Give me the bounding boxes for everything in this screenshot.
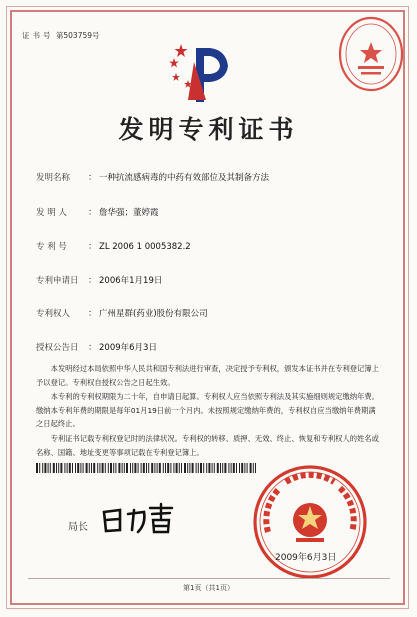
issue-date: 2009年6月3日 xyxy=(275,553,337,563)
paragraph-legal-status: 专利证书记载专利权登记时的法律状况。专利权的转移、质押、无效、终止、恢复和专利权人的姓名或名称、国籍、地址变更等事项记载在专利登记簿上。 xyxy=(36,434,379,457)
filing-date-value: 2006年1月19日 xyxy=(99,276,163,286)
invention-name-label: 发明名称 xyxy=(36,173,71,183)
page-title: 发明专利证书 xyxy=(118,115,299,144)
grant-date-label: 授权公告日 xyxy=(36,343,79,353)
barcode-icon xyxy=(36,463,256,473)
invention-name-field: 发明名称 ： 一种抗流感病毒的中药有效部位及其制备方法 xyxy=(36,173,270,183)
patent-number-field: 专 利 号 ： ZL 2006 1 0005382.2 xyxy=(36,242,191,252)
grant-date-value: 2009年6月3日 xyxy=(99,343,157,353)
patent-number-value: ZL 2006 1 0005382.2 xyxy=(99,242,191,252)
filing-date-field: 专利申请日 ： 2006年1月19日 xyxy=(36,276,163,286)
certificate-number xyxy=(22,30,100,41)
paragraph-examination: 本发明经过本局依照中华人民共和国专利法进行审查，决定授予专利权，颁发本证书并在专利登记簿上予以登记。专利权自授权公告之日起生效。 xyxy=(36,364,379,387)
director-signature xyxy=(98,500,178,538)
patentee-label: 专利权人 xyxy=(36,309,71,319)
patent-number-label: 专 利 号 xyxy=(36,242,67,252)
director-label: 局长 xyxy=(68,522,88,533)
certificate-number-value: 第503759号 xyxy=(55,31,100,40)
grant-date-field: 授权公告日 ： 2009年6月3日 xyxy=(36,343,157,353)
page-number: 第1页（共1页） xyxy=(183,584,234,592)
certificate-number-label: 证书号 xyxy=(22,31,54,40)
patentee-field: 专利权人 ： 广州星群(药业)股份有限公司 xyxy=(36,309,208,319)
paragraph-term: 本专利的专利权期限为二十年，自申请日起算。专利权人应当依照专利法及其实施细则规定缴纳年费。缴纳本专利年费的期限是每年01月19日前一个月内。未按照规定缴纳年费的，专利权自应当缴纳年费期满之日起终止。 xyxy=(36,392,379,428)
inventors-field: 发 明 人 ： 詹华强；董婷霞 xyxy=(36,208,159,218)
filing-date-label: 专利申请日 xyxy=(36,276,79,286)
divider xyxy=(28,578,390,579)
invention-name-value: 一种抗流感病毒的中药有效部位及其制备方法 xyxy=(99,173,270,183)
top-seal-icon xyxy=(336,14,406,94)
inventors-value: 詹华强；董婷霞 xyxy=(99,208,159,218)
patent-office-emblem-icon xyxy=(166,40,248,104)
national-ip-seal-icon xyxy=(250,462,370,582)
inventors-label: 发 明 人 xyxy=(36,208,67,218)
patentee-value: 广州星群(药业)股份有限公司 xyxy=(99,309,208,319)
